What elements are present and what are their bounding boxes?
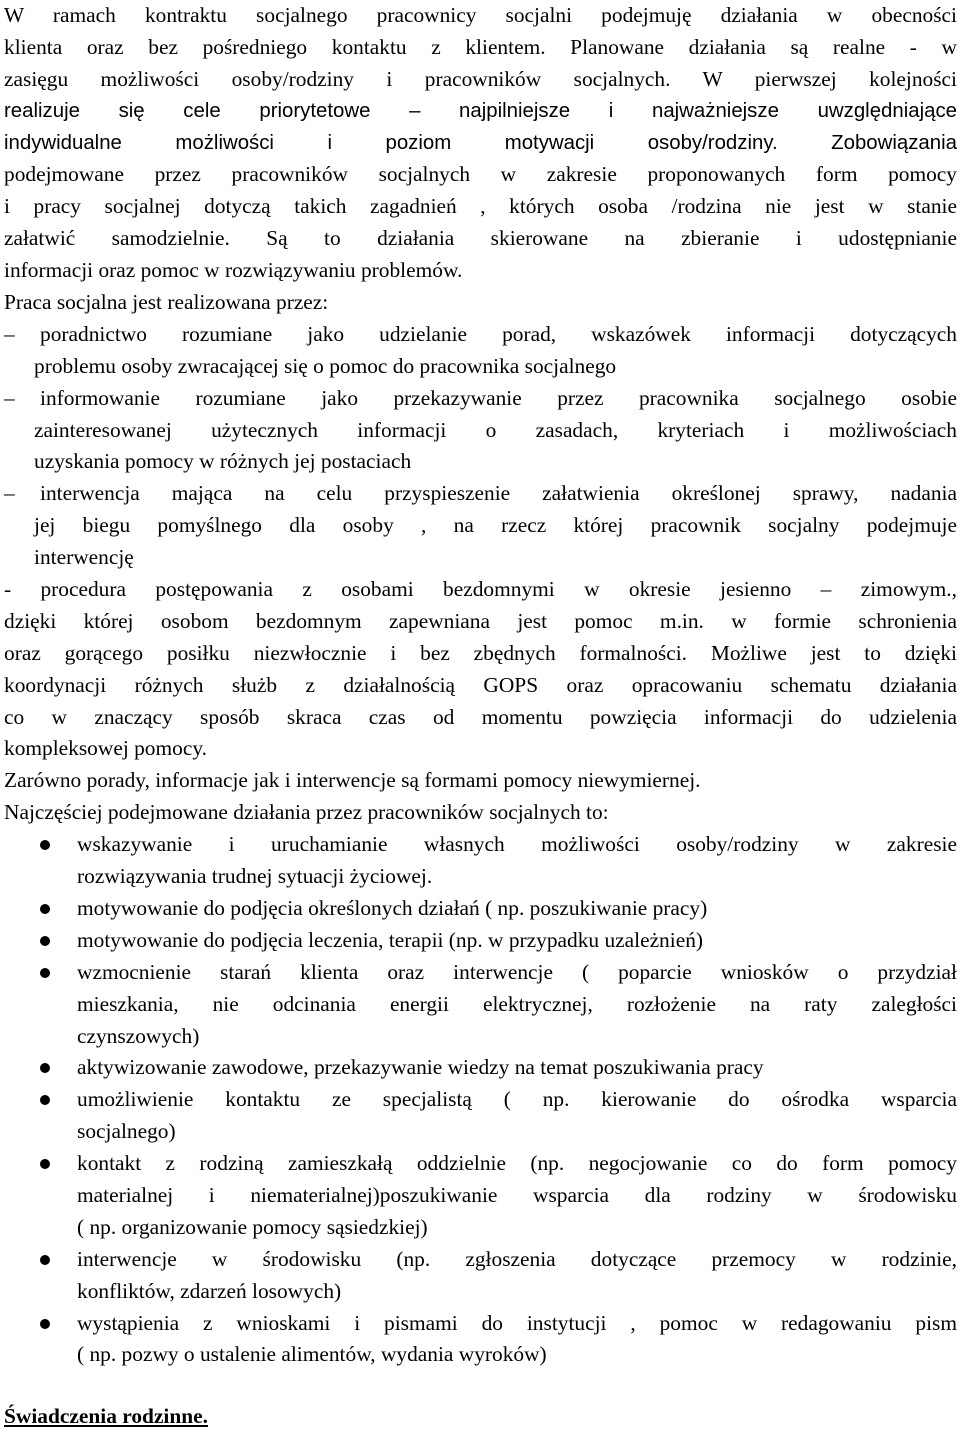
bullet-icon: [40, 904, 50, 914]
text-line: jej biegu pomyślnego dla osoby , na rzecz której pracownik socjalny podejmuje: [34, 513, 957, 538]
text-line: koordynacji różnych służb z działalnością GOPS oraz opracowaniu schematu działania: [4, 672, 957, 697]
summary-line: Zarówno porady, informacje jak i interwencje są formami pomocy niewymiernej.: [4, 768, 701, 793]
text-line: podejmowane przez pracowników socjalnych w zakresie proponowanych form pomocy: [4, 162, 957, 187]
section-heading: Świadczenia rodzinne.: [4, 1404, 209, 1429]
bullet-list-item: [4, 893, 957, 925]
text-line: umożliwienie kontaktu ze specjalistą ( np. kierowanie do ośrodka wsparcia: [77, 1087, 957, 1112]
text-line: realizuje się cele priorytetowe – najpilniejsze i najważniejsze uwzględniające: [4, 99, 957, 122]
work-intro-line: Praca socjalna jest realizowana przez:: [4, 290, 329, 315]
text-line: dzięki której osobom bezdomnym zapewniana jest pomoc m.in. w formie schronienia: [4, 608, 957, 633]
text-line: kompleksowej pomocy.: [4, 736, 207, 761]
text-line: czynszowych): [77, 1023, 200, 1048]
text-line: ( np. pozwy o ustalenie alimentów, wydania wyroków): [77, 1342, 547, 1367]
bullet-icon: [40, 1159, 50, 1169]
text-line: - procedura postępowania z osobami bezdomnymi w okresie jesienno – zimowym.,: [4, 577, 957, 602]
intro-paragraph: [4, 0, 957, 287]
text-line: ( np. organizowanie pomocy sąsiedzkiej): [77, 1214, 428, 1239]
text-line: interwencje w środowisku (np. zgłoszenia dotyczące przemocy w rodzinie,: [77, 1246, 957, 1271]
text-line: mieszkania, nie odcinania energii elektrycznej, rozłożenie na raty zaległości: [77, 991, 957, 1016]
bullet-icon: [40, 1255, 50, 1265]
bullet-list-item: [4, 925, 957, 957]
text-line: motywowanie do podjęcia określonych działań ( np. poszukiwanie pracy): [77, 895, 708, 920]
bullet-list-item: [4, 1148, 957, 1244]
bullet-icon: [40, 1063, 50, 1073]
text-line: co w znaczący sposób skraca czas od momentu powzięcia informacji do udzielenia: [4, 704, 957, 729]
text-line: W ramach kontraktu socjalnego pracownicy socjalni podejmuję działania w obecności: [4, 3, 957, 27]
bullet-list-item: [4, 1244, 957, 1308]
bullet-list-item: [4, 957, 957, 1053]
bullet-icon: [40, 968, 50, 978]
text-line: i pracy socjalnej dotyczą takich zagadnień , których osoba /rodzina nie jest w stanie: [4, 194, 957, 219]
text-line: uzyskania pomocy w różnych jej postaciach: [34, 449, 412, 474]
text-line: interwencję: [34, 545, 134, 570]
frequent-intro-line: Najczęściej podejmowane działania przez pracowników socjalnych to:: [4, 800, 609, 825]
text-line: socjalnego): [77, 1119, 176, 1144]
dash-marker: –: [4, 385, 15, 410]
dash-marker: –: [4, 481, 15, 506]
text-line: poradnictwo rozumiane jako udzielanie porad, wskazówek informacji dotyczących: [40, 321, 957, 346]
bullet-list-item: [4, 1052, 957, 1084]
text-line: rozwiązywania trudnej sytuacji życiowej.: [77, 864, 433, 889]
text-line: interwencja mająca na celu przyspieszenie załatwienia określonej sprawy, nadania: [40, 481, 957, 506]
text-line: indywidualne możliwości i poziom motywacji osoby/rodziny. Zobowiązania: [4, 131, 957, 154]
dash-list: [4, 319, 957, 574]
bullet-list-item: [4, 829, 957, 893]
bullet-list-item: [4, 1084, 957, 1148]
text-line: załatwić samodzielnie. Są to działania skierowane na zbieranie i udostępnianie: [4, 226, 957, 251]
bullet-icon: [40, 840, 50, 850]
text-line: problemu osoby zwracającej się o pomoc do pracownika socjalnego: [34, 353, 617, 378]
text-line: aktywizowanie zawodowe, przekazywanie wiedzy na temat poszukiwania pracy: [77, 1055, 764, 1080]
bullet-list-item: [4, 1308, 957, 1372]
text-line: kontakt z rodziną zamieszkałą oddzielnie (np. negocjowanie co do form pomocy: [77, 1151, 957, 1176]
dash-list-item: [4, 319, 957, 383]
text-line: zasięgu możliwości osoby/rodziny i pracowników socjalnych. W pierwszej kolejności: [4, 66, 957, 91]
bullet-icon: [40, 936, 50, 946]
dash-marker: –: [4, 321, 15, 346]
bullet-icon: [40, 1319, 50, 1329]
dash-list-item: [4, 478, 957, 574]
text-line: motywowanie do podjęcia leczenia, terapii (np. w przypadku uzależnień): [77, 927, 704, 952]
bullet-list: [4, 829, 957, 1371]
text-line: informowanie rozumiane jako przekazywanie przez pracownika socjalnego osobie: [40, 385, 957, 410]
text-line: zainteresowanej użytecznych informacji o zasadach, kryteriach i możliwościach: [34, 417, 957, 442]
dash-list-item: [4, 383, 957, 479]
text-line: wzmocnienie starań klienta oraz interwencje ( poparcie wniosków o przydział: [77, 959, 957, 984]
text-line: materialnej i niematerialnej)poszukiwanie wsparcia dla rodziny w środowisku: [77, 1182, 957, 1207]
text-line: konfliktów, zdarzeń losowych): [77, 1278, 342, 1303]
bullet-icon: [40, 1095, 50, 1105]
text-line: wskazywanie i uruchamianie własnych możliwości osoby/rodziny w zakresie: [77, 832, 957, 857]
text-line: informacji oraz pomoc w rozwiązywaniu problemów.: [4, 258, 463, 283]
procedure-paragraph: [4, 574, 957, 765]
text-line: oraz gorącego posiłku niezwłocznie i bez zbędnych formalności. Możliwe jest to dzięki: [4, 640, 957, 665]
text-line: klienta oraz bez pośredniego kontaktu z klientem. Planowane działania są realne - w: [4, 34, 957, 59]
text-line: wystąpienia z wnioskami i pismami do instytucji , pomoc w redagowaniu pism: [77, 1310, 957, 1335]
